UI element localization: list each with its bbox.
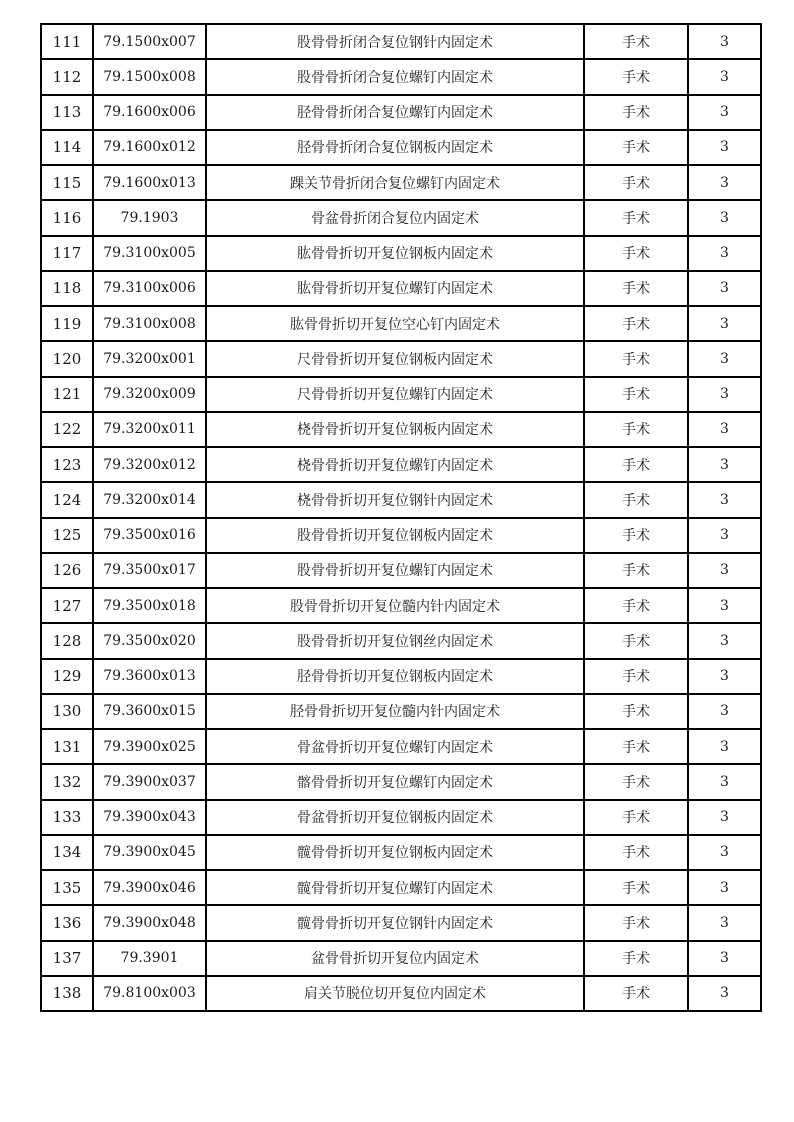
procedure-type-cell: 手术 <box>584 271 688 306</box>
procedure-code-cell: 79.3100x008 <box>93 306 206 341</box>
procedure-name-cell: 桡骨骨折切开复位钢板内固定术 <box>206 412 584 447</box>
row-number-cell: 124 <box>41 482 93 517</box>
procedure-level-cell: 3 <box>688 377 761 412</box>
procedure-level-cell: 3 <box>688 447 761 482</box>
table-row <box>41 341 761 376</box>
procedure-level-cell: 3 <box>688 659 761 694</box>
row-number-cell: 111 <box>41 24 93 59</box>
procedure-name-cell: 股骨骨折切开复位钢丝内固定术 <box>206 623 584 658</box>
row-number-cell: 129 <box>41 659 93 694</box>
procedure-type-cell: 手术 <box>584 236 688 271</box>
procedure-name-cell: 肱骨骨折切开复位钢板内固定术 <box>206 236 584 271</box>
row-number-cell: 116 <box>41 200 93 235</box>
table-row <box>41 165 761 200</box>
procedure-name-cell: 髋骨骨折切开复位钢针内固定术 <box>206 905 584 940</box>
row-number-cell: 128 <box>41 623 93 658</box>
procedure-name-cell: 胫骨骨折切开复位髓内针内固定术 <box>206 694 584 729</box>
procedure-level-cell: 3 <box>688 306 761 341</box>
procedure-name-cell: 股骨骨折切开复位髓内针内固定术 <box>206 588 584 623</box>
procedure-code-cell: 79.3500x020 <box>93 623 206 658</box>
procedure-name-cell: 肱骨骨折切开复位空心钉内固定术 <box>206 306 584 341</box>
table-row <box>41 200 761 235</box>
procedure-level-cell: 3 <box>688 905 761 940</box>
row-number-cell: 131 <box>41 729 93 764</box>
procedure-name-cell: 盆骨骨折切开复位内固定术 <box>206 941 584 976</box>
procedure-type-cell: 手术 <box>584 764 688 799</box>
procedure-type-cell: 手术 <box>584 623 688 658</box>
table-row <box>41 377 761 412</box>
procedure-type-cell: 手术 <box>584 729 688 764</box>
procedure-type-cell: 手术 <box>584 976 688 1011</box>
procedure-code-cell: 79.3900x037 <box>93 764 206 799</box>
table-row <box>41 24 761 59</box>
row-number-cell: 126 <box>41 553 93 588</box>
row-number-cell: 113 <box>41 95 93 130</box>
procedure-level-cell: 3 <box>688 341 761 376</box>
procedure-level-cell: 3 <box>688 95 761 130</box>
procedure-code-cell: 79.3200x012 <box>93 447 206 482</box>
procedure-type-cell: 手术 <box>584 835 688 870</box>
procedure-type-cell: 手术 <box>584 165 688 200</box>
procedure-code-cell: 79.3600x013 <box>93 659 206 694</box>
procedure-level-cell: 3 <box>688 59 761 94</box>
procedure-name-cell: 髂骨骨折切开复位螺钉内固定术 <box>206 764 584 799</box>
procedure-level-cell: 3 <box>688 130 761 165</box>
table-row <box>41 130 761 165</box>
procedure-code-cell: 79.3900x045 <box>93 835 206 870</box>
table-row <box>41 870 761 905</box>
row-number-cell: 132 <box>41 764 93 799</box>
row-number-cell: 138 <box>41 976 93 1011</box>
procedure-type-cell: 手术 <box>584 905 688 940</box>
procedure-level-cell: 3 <box>688 236 761 271</box>
procedure-table <box>40 23 762 1012</box>
procedure-level-cell: 3 <box>688 24 761 59</box>
table-row <box>41 941 761 976</box>
table-row <box>41 236 761 271</box>
procedure-name-cell: 骨盆骨折切开复位螺钉内固定术 <box>206 729 584 764</box>
procedure-type-cell: 手术 <box>584 694 688 729</box>
row-number-cell: 114 <box>41 130 93 165</box>
procedure-level-cell: 3 <box>688 553 761 588</box>
table-row <box>41 905 761 940</box>
procedure-type-cell: 手术 <box>584 482 688 517</box>
procedure-type-cell: 手术 <box>584 306 688 341</box>
procedure-code-cell: 79.3900x025 <box>93 729 206 764</box>
procedure-type-cell: 手术 <box>584 800 688 835</box>
row-number-cell: 137 <box>41 941 93 976</box>
procedure-type-cell: 手术 <box>584 341 688 376</box>
procedure-code-cell: 79.3600x015 <box>93 694 206 729</box>
procedure-type-cell: 手术 <box>584 941 688 976</box>
procedure-name-cell: 胫骨骨折切开复位钢板内固定术 <box>206 659 584 694</box>
row-number-cell: 118 <box>41 271 93 306</box>
row-number-cell: 121 <box>41 377 93 412</box>
procedure-level-cell: 3 <box>688 835 761 870</box>
procedure-type-cell: 手术 <box>584 377 688 412</box>
row-number-cell: 133 <box>41 800 93 835</box>
row-number-cell: 117 <box>41 236 93 271</box>
procedure-name-cell: 胫骨骨折闭合复位螺钉内固定术 <box>206 95 584 130</box>
procedure-type-cell: 手术 <box>584 200 688 235</box>
procedure-code-cell: 79.1903 <box>93 200 206 235</box>
table-row <box>41 271 761 306</box>
procedure-code-cell: 79.1600x006 <box>93 95 206 130</box>
procedure-level-cell: 3 <box>688 764 761 799</box>
row-number-cell: 115 <box>41 165 93 200</box>
procedure-level-cell: 3 <box>688 729 761 764</box>
procedure-type-cell: 手术 <box>584 24 688 59</box>
table-row <box>41 95 761 130</box>
table-row <box>41 976 761 1011</box>
procedure-level-cell: 3 <box>688 870 761 905</box>
procedure-code-cell: 79.3200x014 <box>93 482 206 517</box>
procedure-name-cell: 尺骨骨折切开复位螺钉内固定术 <box>206 377 584 412</box>
procedure-level-cell: 3 <box>688 200 761 235</box>
procedure-level-cell: 3 <box>688 941 761 976</box>
row-number-cell: 122 <box>41 412 93 447</box>
procedure-code-cell: 79.1500x008 <box>93 59 206 94</box>
procedure-type-cell: 手术 <box>584 870 688 905</box>
procedure-code-cell: 79.1600x012 <box>93 130 206 165</box>
procedure-code-cell: 79.8100x003 <box>93 976 206 1011</box>
procedure-name-cell: 股骨骨折闭合复位螺钉内固定术 <box>206 59 584 94</box>
procedure-name-cell: 骨盆骨折切开复位钢板内固定术 <box>206 800 584 835</box>
table-row <box>41 553 761 588</box>
procedure-level-cell: 3 <box>688 271 761 306</box>
procedure-name-cell: 髋骨骨折切开复位钢板内固定术 <box>206 835 584 870</box>
table-row <box>41 835 761 870</box>
row-number-cell: 135 <box>41 870 93 905</box>
procedure-code-cell: 79.3200x011 <box>93 412 206 447</box>
procedure-level-cell: 3 <box>688 623 761 658</box>
procedure-code-cell: 79.3500x017 <box>93 553 206 588</box>
procedure-code-cell: 79.1600x013 <box>93 165 206 200</box>
procedure-code-cell: 79.3500x016 <box>93 518 206 553</box>
table-row <box>41 659 761 694</box>
procedure-name-cell: 骨盆骨折闭合复位内固定术 <box>206 200 584 235</box>
procedure-code-cell: 79.3100x006 <box>93 271 206 306</box>
row-number-cell: 125 <box>41 518 93 553</box>
procedure-name-cell: 髋骨骨折切开复位螺钉内固定术 <box>206 870 584 905</box>
procedure-level-cell: 3 <box>688 482 761 517</box>
row-number-cell: 136 <box>41 905 93 940</box>
procedure-type-cell: 手术 <box>584 59 688 94</box>
procedure-name-cell: 尺骨骨折切开复位钢板内固定术 <box>206 341 584 376</box>
procedure-type-cell: 手术 <box>584 95 688 130</box>
procedure-code-cell: 79.3500x018 <box>93 588 206 623</box>
procedure-name-cell: 股骨骨折切开复位钢板内固定术 <box>206 518 584 553</box>
procedure-type-cell: 手术 <box>584 412 688 447</box>
procedure-name-cell: 胫骨骨折闭合复位钢板内固定术 <box>206 130 584 165</box>
procedure-code-cell: 79.3100x005 <box>93 236 206 271</box>
table-row <box>41 482 761 517</box>
procedure-type-cell: 手术 <box>584 659 688 694</box>
procedure-type-cell: 手术 <box>584 588 688 623</box>
procedure-level-cell: 3 <box>688 518 761 553</box>
row-number-cell: 130 <box>41 694 93 729</box>
row-number-cell: 119 <box>41 306 93 341</box>
row-number-cell: 123 <box>41 447 93 482</box>
procedure-code-cell: 79.3901 <box>93 941 206 976</box>
procedure-level-cell: 3 <box>688 165 761 200</box>
procedure-code-cell: 79.1500x007 <box>93 24 206 59</box>
procedure-name-cell: 股骨骨折切开复位螺钉内固定术 <box>206 553 584 588</box>
procedure-type-cell: 手术 <box>584 518 688 553</box>
procedure-name-cell: 股骨骨折闭合复位钢针内固定术 <box>206 24 584 59</box>
procedure-level-cell: 3 <box>688 588 761 623</box>
table-row <box>41 588 761 623</box>
table-row <box>41 447 761 482</box>
row-number-cell: 120 <box>41 341 93 376</box>
procedure-name-cell: 肱骨骨折切开复位螺钉内固定术 <box>206 271 584 306</box>
procedure-name-cell: 桡骨骨折切开复位钢针内固定术 <box>206 482 584 517</box>
table-row <box>41 412 761 447</box>
procedure-code-cell: 79.3200x009 <box>93 377 206 412</box>
procedure-level-cell: 3 <box>688 412 761 447</box>
row-number-cell: 134 <box>41 835 93 870</box>
procedure-level-cell: 3 <box>688 976 761 1011</box>
procedure-code-cell: 79.3900x048 <box>93 905 206 940</box>
procedure-level-cell: 3 <box>688 800 761 835</box>
table-row <box>41 518 761 553</box>
table-row <box>41 729 761 764</box>
row-number-cell: 127 <box>41 588 93 623</box>
procedure-type-cell: 手术 <box>584 447 688 482</box>
table-row <box>41 59 761 94</box>
procedure-code-cell: 79.3900x046 <box>93 870 206 905</box>
procedure-table-body <box>41 24 761 1011</box>
table-row <box>41 800 761 835</box>
procedure-name-cell: 桡骨骨折切开复位螺钉内固定术 <box>206 447 584 482</box>
table-row <box>41 694 761 729</box>
procedure-code-cell: 79.3900x043 <box>93 800 206 835</box>
procedure-code-cell: 79.3200x001 <box>93 341 206 376</box>
table-row <box>41 623 761 658</box>
procedure-type-cell: 手术 <box>584 553 688 588</box>
table-row <box>41 764 761 799</box>
procedure-level-cell: 3 <box>688 694 761 729</box>
procedure-name-cell: 踝关节骨折闭合复位螺钉内固定术 <box>206 165 584 200</box>
procedure-type-cell: 手术 <box>584 130 688 165</box>
row-number-cell: 112 <box>41 59 93 94</box>
procedure-name-cell: 肩关节脱位切开复位内固定术 <box>206 976 584 1011</box>
table-row <box>41 306 761 341</box>
